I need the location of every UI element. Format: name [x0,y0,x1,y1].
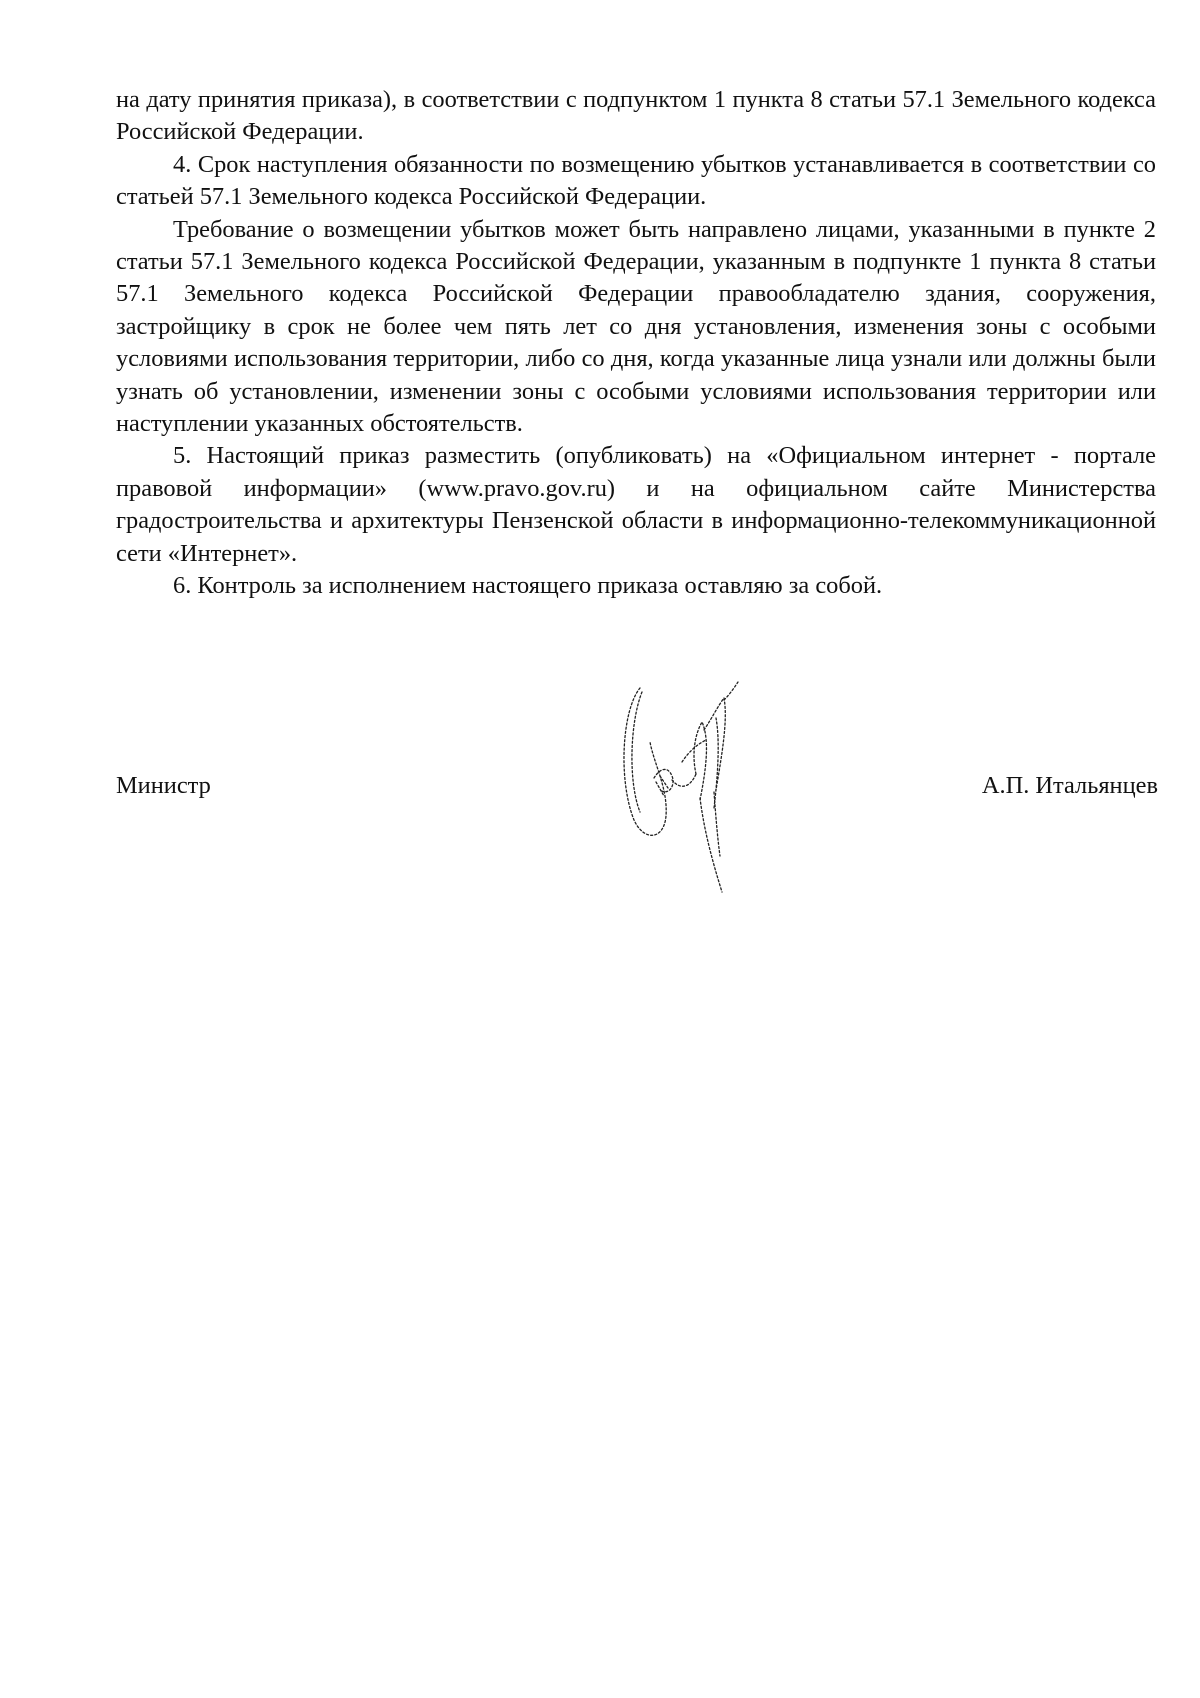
paragraph-item-5: 5. Настоящий приказ разместить (опубликовать) на «Официальном интернет - портале правовой информации» (www.pravo.gov.ru) и на официальном сайте Министерства градостроительства и архитектуры Пензенской области в информационно-телекоммуникационной сети «Интернет». [116,442,1156,567]
paragraph-item-6: 6. Контроль за исполнением настоящего приказа оставляю за собой. [173,572,883,600]
signer-name: А.П. Итальянцев [981,772,1158,799]
signature-block [116,770,1158,810]
paragraph-damages-claim: Требование о возмещении убытков может быть направлено лицами, указанными в пункте 2 статьи 57.1 Земельного кодекса Российской Федерации, указанным в подпункте 1 пункта 8 статьи 57.1 Земельного кодекса Российской Федерации правообладателю здания, сооружения, застройщику в срок не более чем пять лет со дня установления, изменения зоны с особыми условиями использования территории, либо со дня, когда указанные лица узнали или должны были узнать об установлении, изменении зоны с особыми условиями использования территории или наступлении указанных обстоятельств. [116,215,1156,438]
paragraph-item-4: 4. Срок наступления обязанности по возмещению убытков устанавливается в соответствии со статьей 57.1 Земельного кодекса Российской Федерации. [116,150,1156,211]
paragraph-continuation: на дату принятия приказа), в соответствии с подпунктом 1 пункта 8 статьи 57.1 Земельного кодекса Российской Федерации. [116,86,1156,146]
document-body [116,84,1156,603]
signer-title: Министр [116,772,211,799]
